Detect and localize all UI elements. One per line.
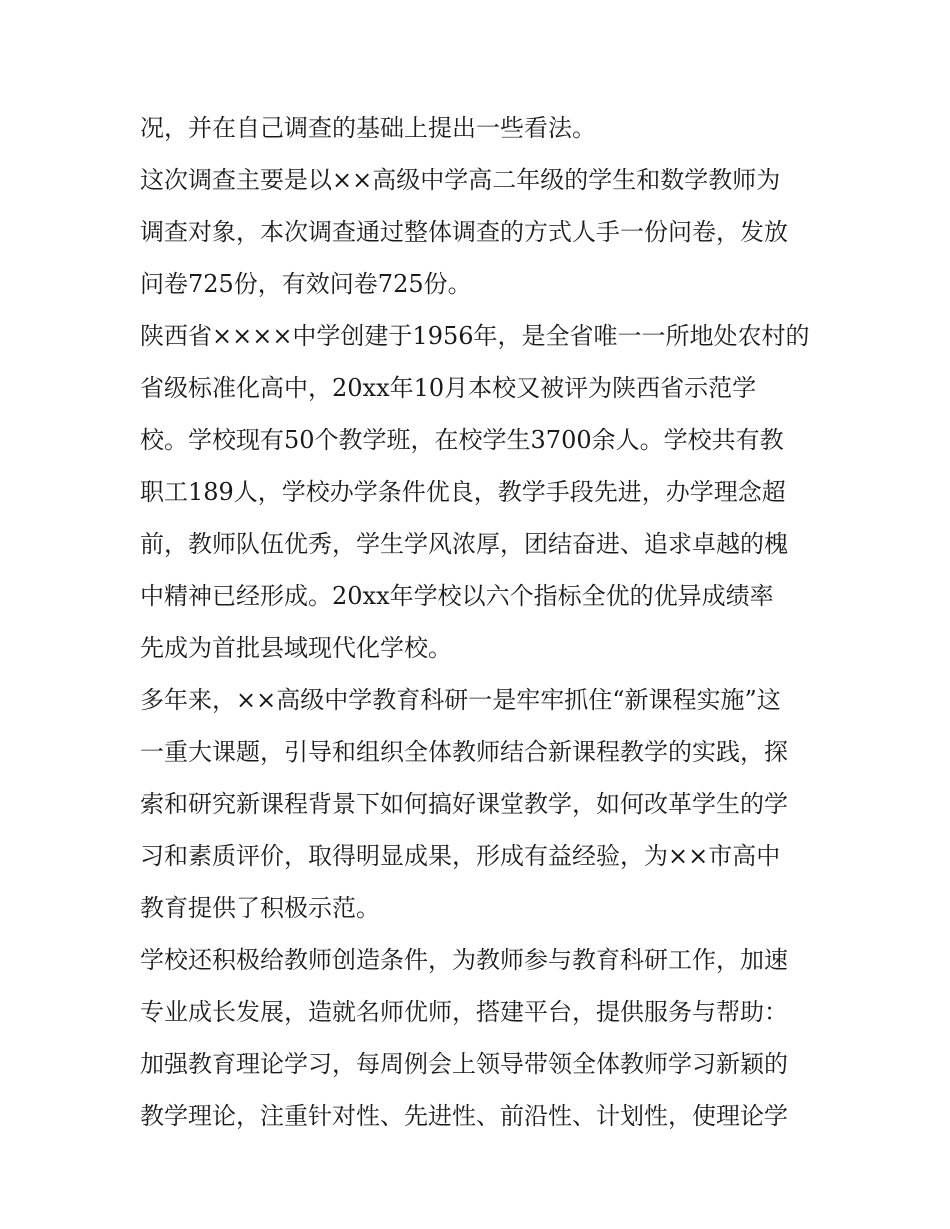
text-line: 学校还积极给教师创造条件，为教师参与教育科研工作，加速	[140, 946, 788, 974]
document-body	[140, 102, 820, 1142]
text-line: 多年来，××高级中学教育科研一是牢牢抓住“新课程实施”这	[140, 686, 781, 714]
text-line: 专业成长发展，造就名师优师，搭建平台，提供服务与帮助：	[140, 998, 788, 1026]
text-line: 况，并在自己调查的基础上提出一些看法。	[140, 114, 596, 142]
text-line: 前，教师队伍优秀，学生学风浓厚，团结奋进、追求卓越的槐	[140, 530, 788, 558]
text-line: 这次调查主要是以××高级中学高二年级的学生和数学教师为	[140, 166, 781, 194]
text-line: 教学理论，注重针对性、先进性、前沿性、计划性，使理论学	[140, 1102, 788, 1130]
text-line: 中精神已经形成。20xx年学校以六个指标全优的优异成绩率	[140, 582, 774, 610]
text-line: 职工189人，学校办学条件优良，教学手段先进，办学理念超	[140, 478, 786, 506]
text-line: 先成为首批县域现代化学校。	[140, 634, 452, 662]
text-line: 教育提供了积极示范。	[140, 894, 380, 922]
text-line: 陕西省××××中学创建于1956年，是全省唯一一所地处农村的	[140, 322, 810, 350]
text-line: 加强教育理论学习，每周例会上领导带领全体教师学习新颖的	[140, 1050, 788, 1078]
text-line: 调查对象，本次调查通过整体调查的方式人手一份问卷，发放	[140, 218, 788, 246]
text-line: 索和研究新课程背景下如何搞好课堂教学，如何改革学生的学	[140, 790, 788, 818]
text-line: 省级标准化高中，20xx年10月本校又被评为陕西省示范学	[140, 374, 757, 402]
text-line: 问卷725份，有效问卷725份。	[140, 270, 472, 298]
text-line: 习和素质评价，取得明显成果，形成有益经验，为××市高中	[140, 842, 781, 870]
text-line: 一重大课题，引导和组织全体教师结合新课程教学的实践，探	[140, 738, 788, 766]
text-line: 校。学校现有50个教学班，在校学生3700余人。学校共有教	[140, 426, 784, 454]
